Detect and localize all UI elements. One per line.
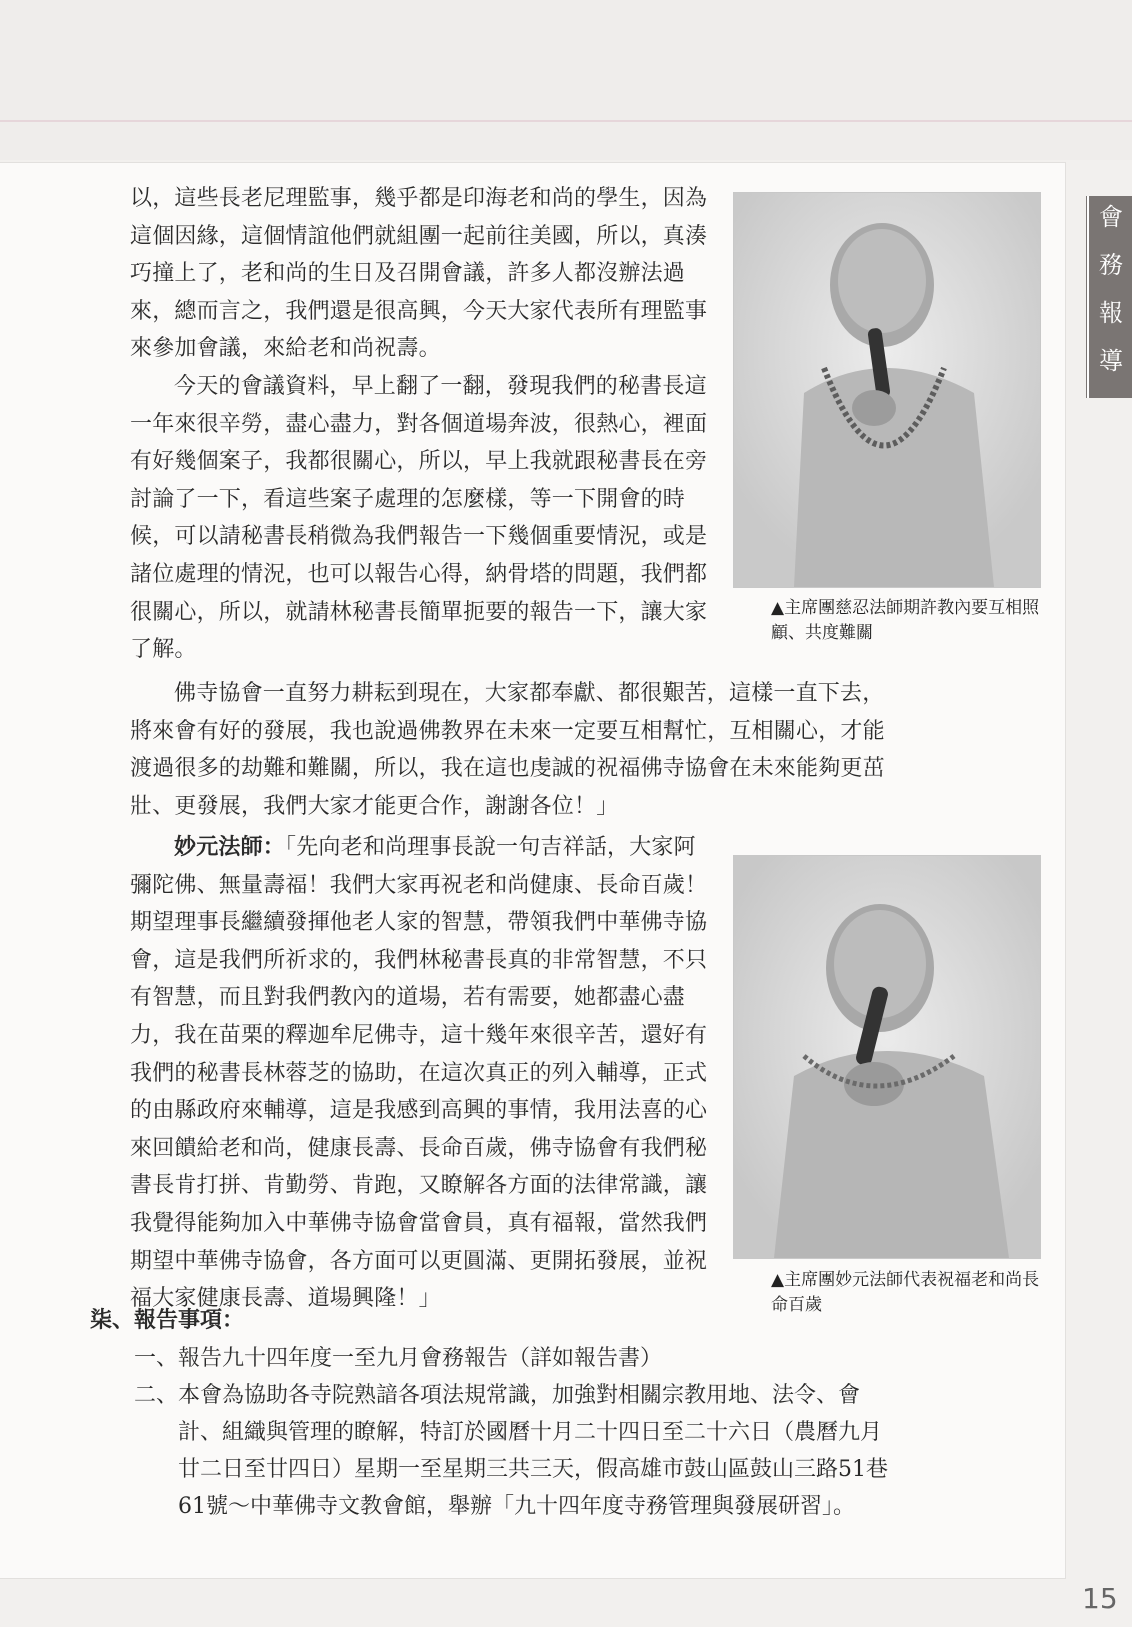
section-tab — [1086, 196, 1132, 398]
report-heading: 柒、報告事項： — [90, 1308, 245, 1333]
paragraph-2 — [130, 368, 712, 669]
report-item-1: 一、報告九十四年度一至九月會務報告（詳如報告書） — [134, 1346, 663, 1371]
paragraph-3-text: 佛寺協會一直努力耕耘到現在，大家都奉獻、都很艱苦，這樣一直下去，將來會有好的發展，我也說過佛教界在未來一定要互相幫忙，互相關心，才能渡過很多的劫難和難關，所以，我在這也虔誠的祝福佛寺協會在未來能夠更茁壯、更發展，我們大家才能更合作，謝謝各位！」 — [130, 681, 885, 819]
paragraph-4 — [130, 829, 712, 1318]
monk-figure-1 — [734, 193, 1040, 587]
paragraph-2-text: 今天的會議資料，早上翻了一翻，發現我們的秘書長這一年來很辛勞，盡心盡力，對各個道場奔波，很熱心，裡面有好幾個案子，我都很關心，所以，早上我就跟秘書長在旁討論了一下，看這些案子處理的怎麼樣，等一下開會的時候，可以請秘書長稍微為我們報告一下幾個重要情況，或是諸位處理的情況，也可以報告心得，納骨塔的問題，我們都很關心，所以，就請林秘書長簡單扼要的報告一下，讓大家了解。 — [130, 374, 708, 663]
section-tab-char: 會 — [1099, 203, 1123, 231]
section-tab-char: 報 — [1099, 299, 1123, 327]
page-top-margin — [0, 0, 1132, 160]
photo-1-caption: ▲主席團慈忍法師期許教內要互相照顧、共度難關 — [771, 598, 1040, 643]
photo-monk-speaking-1 — [733, 192, 1041, 588]
photo-2-caption: ▲主席團妙元法師代表祝福老和尚長命百歲 — [771, 1270, 1040, 1315]
header-rule — [0, 120, 1132, 122]
paragraph-1: 以，這些長老尼理監事，幾乎都是印海老和尚的學生，因為這個因緣，這個情誼他們就組團一起前往美國，所以，真湊巧撞上了，老和尚的生日及召開會議，許多人都沒辦法過來，總而言之，我們還是很高興，今天大家代表所有理監事來參加會議，來給老和尚祝壽。 — [130, 186, 708, 362]
page-number: 15 — [1082, 1582, 1118, 1615]
monk-figure-2 — [734, 856, 1040, 1258]
section-tab-char: 務 — [1099, 251, 1123, 279]
report-item-2: 本會為協助各寺院熟諳各項法規常識，加強對相關宗教用地、法令、會計、組織與管理的瞭解，特訂於國曆十月二十四日至二十六日（農曆九月廿二日至廿四日）星期一至星期三共三天，假高雄市鼓山區鼓山三路51巷61號～中華佛寺文教會館，舉辦「九十四年度寺務管理與發展研習」。 — [178, 1383, 888, 1519]
paragraph-3 — [130, 675, 890, 825]
tab-stripe — [1087, 196, 1089, 398]
section-tab-char: 導 — [1099, 347, 1123, 375]
speaker-name: 妙元法師： — [174, 835, 286, 860]
photo-monk-speaking-2 — [733, 855, 1041, 1259]
paragraph-4-text: 「先向老和尚理事長說一句吉祥話，大家阿彌陀佛、無量壽福！我們大家再祝老和尚健康、長命百歲！期望理事長繼續發揮他老人家的智慧，帶領我們中華佛寺協會，這是我們所祈求的，我們林秘書長真的非常智慧，不只有智慧，而且對我們教內的道場，若有需要，她都盡心盡力，我在苗栗的釋迦牟尼佛寺，這十幾年來很辛苦，還好有我們的秘書長林蓉芝的協助，在這次真正的列入輔導，正式的由縣政府來輔導，這是我感到高興的事情，我用法喜的心來回饋給老和尚，健康長壽、長命百歲，佛寺協會有我們秘書長肯打拼、肯勤勞、肯跑，又瞭解各方面的法律常識，讓我覺得能夠加入中華佛寺協會當會員，真有福報，當然我們期望中華佛寺協會，各方面可以更圓滿、更開拓發展，並祝福大家健康長壽、道場興隆！」 — [130, 835, 708, 1312]
report-item-2-number: 二、 — [134, 1383, 179, 1408]
